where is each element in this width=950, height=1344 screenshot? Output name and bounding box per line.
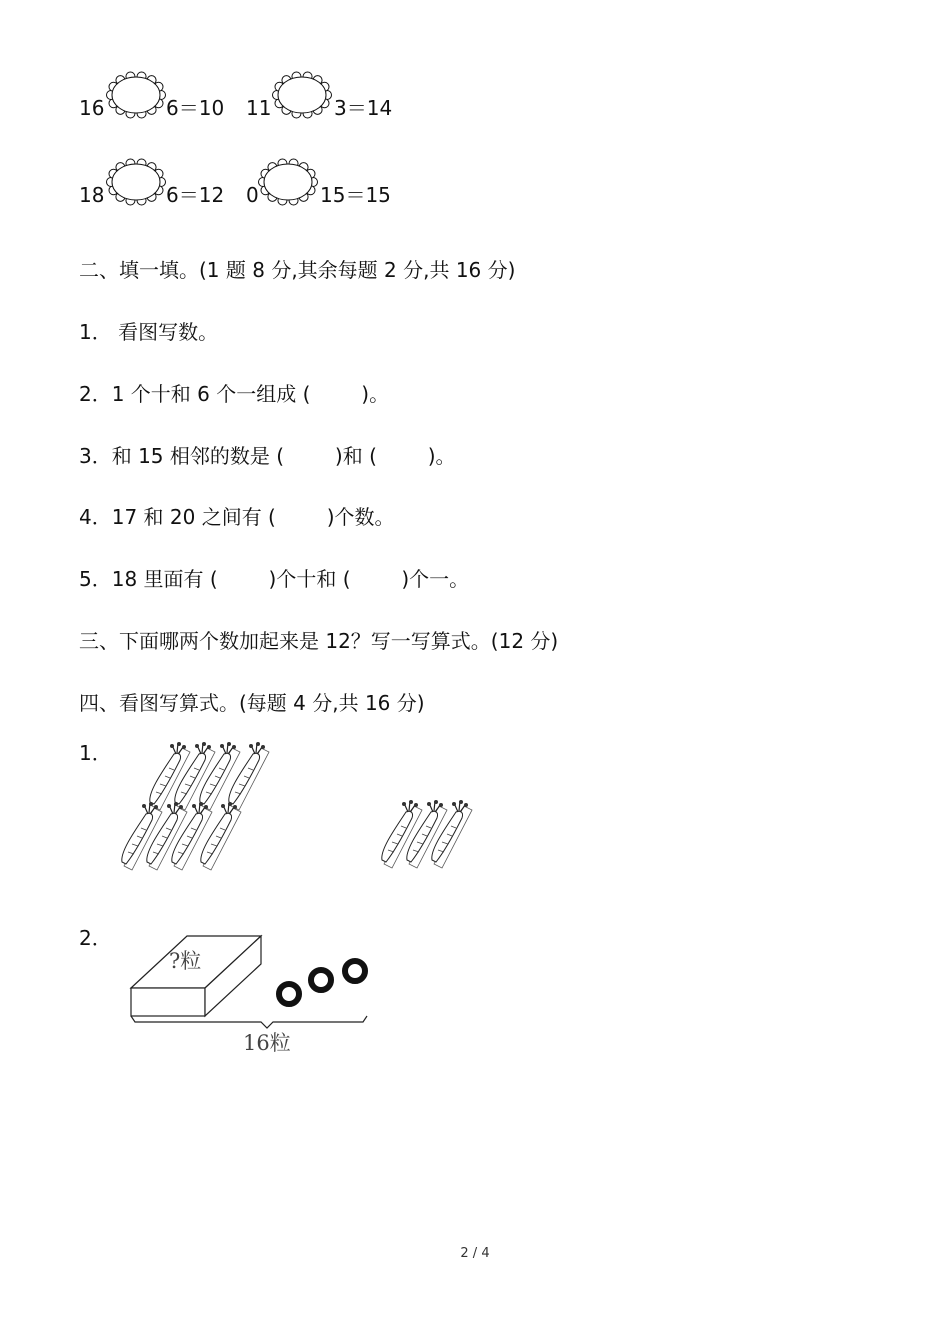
section-2-title: 二、填一填。(1 题 8 分,其余每题 2 分,共 16 分) <box>79 258 516 282</box>
question-4-1-label: 1． <box>79 741 112 765</box>
section-4-title: 四、看图写算式。(每题 4 分,共 16 分) <box>79 691 425 715</box>
equation-1-right: 6＝10 <box>166 96 225 120</box>
equation-2-right: 3＝14 <box>334 96 393 120</box>
question-2-4: 4．17 和 20 之间有 ( )个数。 <box>79 505 395 529</box>
blank-flower-4[interactable] <box>258 157 318 207</box>
total-brace <box>131 1016 367 1028</box>
section-3-title: 三、下面哪两个数加起来是 12？写一写算式。(12 分) <box>79 629 559 653</box>
blank-flower-2[interactable] <box>272 70 332 120</box>
equation-1-left: 16 <box>79 96 105 120</box>
carrot-group-right <box>382 800 472 868</box>
equation-4-left: 0 <box>246 183 259 207</box>
question-4-2-label: 2． <box>79 926 112 950</box>
box-label: ?粒 <box>169 949 202 973</box>
equation-4-right: 15＝15 <box>320 183 391 207</box>
question-2-2: 2．1 个十和 6 个一组成 ( )。 <box>79 382 390 406</box>
blank-flower-3[interactable] <box>106 157 166 207</box>
carrots-picture <box>110 740 490 880</box>
question-2-5: 5．18 里面有 ( )个十和 ( )个一。 <box>79 567 470 591</box>
equation-3-right: 6＝12 <box>166 183 225 207</box>
page-number: 2 / 4 <box>460 1246 490 1261</box>
question-2-1: 1． 看图写数。 <box>79 320 219 344</box>
carrot-group-left-top <box>150 742 269 810</box>
blank-flower-1[interactable] <box>106 70 166 120</box>
bead-3 <box>345 961 365 981</box>
bead-1 <box>279 984 299 1004</box>
equation-2-left: 11 <box>246 96 272 120</box>
carrot-group-left-bottom <box>122 802 241 870</box>
bead-2 <box>311 970 331 990</box>
question-2-3: 3．和 15 相邻的数是 ( )和 ( )。 <box>79 444 456 468</box>
equation-3-left: 18 <box>79 183 105 207</box>
total-label: 16粒 <box>243 1031 291 1055</box>
